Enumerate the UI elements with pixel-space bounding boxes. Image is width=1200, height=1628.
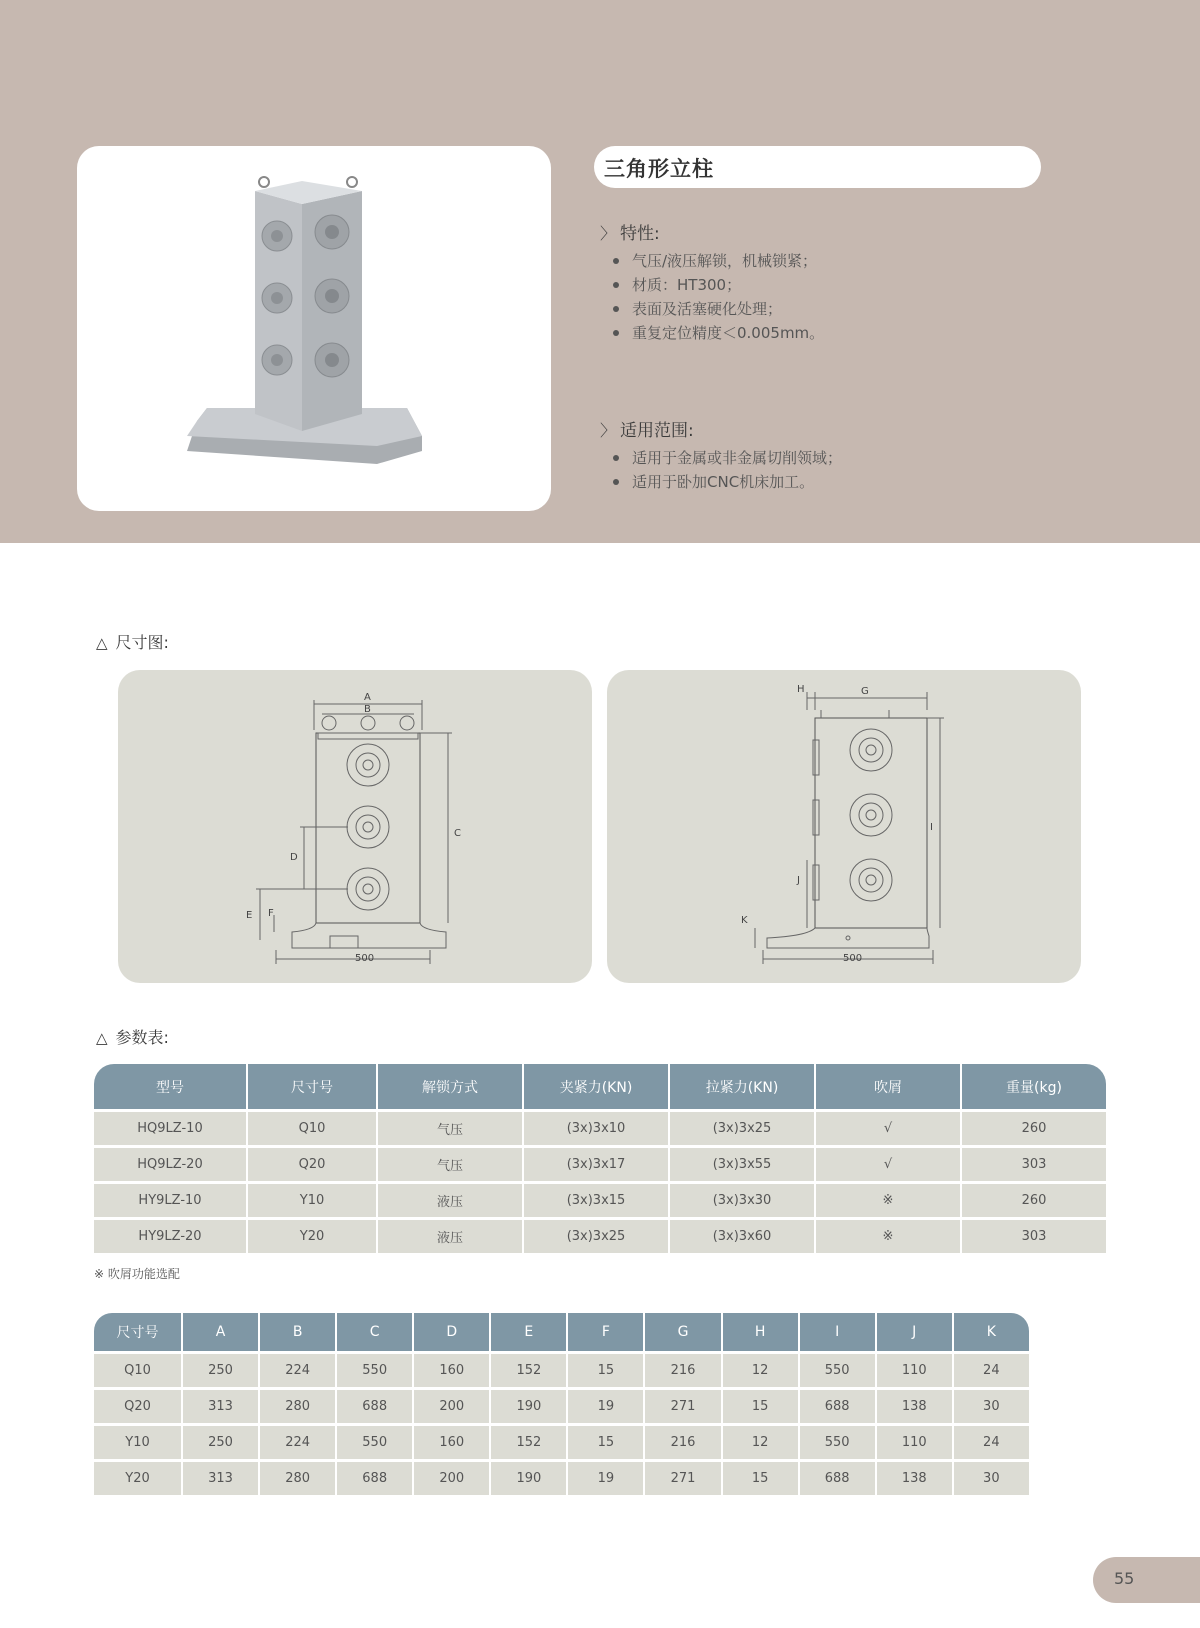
dim-label-e: E [246, 910, 253, 921]
table-cell: 550 [337, 1426, 412, 1459]
table-cell: 138 [877, 1462, 952, 1495]
column-header: D [414, 1313, 489, 1351]
column-header: 吹屑 [816, 1064, 960, 1109]
table-cell: 688 [800, 1390, 875, 1423]
scope-heading: 〉 适用范围: [600, 416, 694, 441]
table-cell: √ [816, 1112, 960, 1145]
table-cell: (3x)3x25 [670, 1112, 814, 1145]
dim-label-f: F [268, 908, 274, 919]
table-cell: HQ9LZ-20 [94, 1148, 246, 1181]
column-header: A [183, 1313, 258, 1351]
list-item: 气压/液压解锁，机械锁紧； [608, 249, 824, 273]
table-cell: Y20 [248, 1220, 376, 1253]
table-cell: 271 [645, 1462, 720, 1495]
table-cell: 110 [877, 1354, 952, 1387]
table-cell: 152 [491, 1426, 566, 1459]
table-cell: 550 [337, 1354, 412, 1387]
table-cell: (3x)3x17 [524, 1148, 668, 1181]
footnote: ※ 吹屑功能选配 [94, 1267, 180, 1281]
table-cell: ※ [816, 1220, 960, 1253]
table-cell: 15 [723, 1462, 798, 1495]
table-cell: 152 [491, 1354, 566, 1387]
table-cell: 550 [800, 1354, 875, 1387]
table-header-row [94, 1313, 1106, 1351]
table-cell: ※ [816, 1184, 960, 1217]
table-cell: 190 [491, 1390, 566, 1423]
table-cell: 200 [414, 1390, 489, 1423]
table-cell: (3x)3x60 [670, 1220, 814, 1253]
table-cell: 138 [877, 1390, 952, 1423]
table-cell: (3x)3x30 [670, 1184, 814, 1217]
chevron-right-icon: 〉 [600, 224, 617, 243]
table-cell: 12 [723, 1426, 798, 1459]
list-item: 重复定位精度＜0.005mm。 [608, 321, 824, 345]
column-header: F [568, 1313, 643, 1351]
dim-label-h: H [797, 684, 805, 695]
dim-label-i: I [930, 822, 933, 833]
chevron-right-icon: 〉 [600, 421, 617, 440]
table-row [94, 1462, 1106, 1495]
dim-label-d: D [290, 852, 298, 863]
table-cell: 24 [954, 1426, 1029, 1459]
table-cell: (3x)3x15 [524, 1184, 668, 1217]
table-row [94, 1220, 1106, 1253]
column-header: H [723, 1313, 798, 1351]
column-header: 重量(kg) [962, 1064, 1106, 1109]
table-cell: 19 [568, 1390, 643, 1423]
table-cell: 688 [800, 1462, 875, 1495]
table-cell: 224 [260, 1426, 335, 1459]
drawing-heading: △ 尺寸图: [96, 633, 169, 652]
dim-label-width: 500 [843, 953, 863, 964]
table-row [94, 1148, 1106, 1181]
table-cell: 688 [337, 1462, 412, 1495]
table-cell: 271 [645, 1390, 720, 1423]
column-header: E [491, 1313, 566, 1351]
table-cell: 30 [954, 1462, 1029, 1495]
column-header: 型号 [94, 1064, 246, 1109]
column-header: G [645, 1313, 720, 1351]
list-item: 适用于金属或非金属切削领域； [608, 446, 842, 470]
features-list [608, 249, 824, 345]
table-cell: 气压 [378, 1148, 522, 1181]
triangle-outline-icon: △ [96, 1029, 108, 1047]
table-row [94, 1354, 1106, 1387]
table-cell: 160 [414, 1354, 489, 1387]
table-cell: 液压 [378, 1220, 522, 1253]
table-cell: Q20 [248, 1148, 376, 1181]
page-number-tab [1093, 1557, 1200, 1603]
table-cell: 280 [260, 1462, 335, 1495]
features-heading: 〉 特性: [600, 219, 660, 244]
table-cell: 液压 [378, 1184, 522, 1217]
table-row [94, 1112, 1106, 1145]
table-row [94, 1184, 1106, 1217]
table-cell: 30 [954, 1390, 1029, 1423]
table-cell: Y20 [94, 1462, 181, 1495]
table-cell: Q10 [248, 1112, 376, 1145]
column-header: B [260, 1313, 335, 1351]
table-cell: (3x)3x10 [524, 1112, 668, 1145]
side-view-drawing [607, 670, 1081, 983]
table-cell: Y10 [248, 1184, 376, 1217]
table-cell: (3x)3x55 [670, 1148, 814, 1181]
table-cell: 19 [568, 1462, 643, 1495]
table-cell: 313 [183, 1390, 258, 1423]
page-title: 三角形立柱 [604, 157, 714, 181]
table-cell: Y10 [94, 1426, 181, 1459]
list-item: 材质：HT300； [608, 273, 824, 297]
table-cell: √ [816, 1148, 960, 1181]
dim-label-a: A [364, 692, 371, 703]
dim-label-width: 500 [355, 953, 375, 964]
table-row [94, 1390, 1106, 1423]
table-cell: 24 [954, 1354, 1029, 1387]
dim-label-k: K [741, 915, 748, 926]
table-cell: 15 [568, 1354, 643, 1387]
table-cell: 550 [800, 1426, 875, 1459]
table-cell: (3x)3x25 [524, 1220, 668, 1253]
dimension-table [92, 1310, 1108, 1498]
table-cell: 260 [962, 1184, 1106, 1217]
table-cell: HY9LZ-10 [94, 1184, 246, 1217]
dim-label-b: B [364, 704, 371, 715]
dim-label-c: C [454, 828, 461, 839]
list-item: 表面及活塞硬化处理； [608, 297, 824, 321]
title-pill [594, 146, 1041, 188]
column-header: C [337, 1313, 412, 1351]
table-cell: 216 [645, 1354, 720, 1387]
column-header: I [800, 1313, 875, 1351]
column-header: 尺寸号 [94, 1313, 181, 1351]
triangle-outline-icon: △ [96, 634, 108, 652]
dim-label-g: G [861, 686, 869, 697]
table-cell: 15 [723, 1390, 798, 1423]
table-cell: 280 [260, 1390, 335, 1423]
table-cell: 260 [962, 1112, 1106, 1145]
front-view-drawing [118, 670, 592, 983]
scope-list [608, 446, 842, 494]
table-cell: 15 [568, 1426, 643, 1459]
table-cell: 313 [183, 1462, 258, 1495]
param-table [92, 1061, 1108, 1256]
table-cell: 12 [723, 1354, 798, 1387]
column-header: 夹紧力(KN) [524, 1064, 668, 1109]
column-header: 拉紧力(KN) [670, 1064, 814, 1109]
table-cell: 110 [877, 1426, 952, 1459]
column-header: K [954, 1313, 1029, 1351]
page-number: 55 [1114, 1569, 1135, 1588]
table-header-row [94, 1064, 1106, 1109]
table-cell: 250 [183, 1354, 258, 1387]
column-header: 尺寸号 [248, 1064, 376, 1109]
table-cell: 气压 [378, 1112, 522, 1145]
table-cell: 303 [962, 1148, 1106, 1181]
table-cell: HY9LZ-20 [94, 1220, 246, 1253]
params-heading: △ 参数表: [96, 1028, 169, 1047]
table-cell: 688 [337, 1390, 412, 1423]
table-cell: 216 [645, 1426, 720, 1459]
column-header: 解锁方式 [378, 1064, 522, 1109]
table-cell: 250 [183, 1426, 258, 1459]
table-cell: Q10 [94, 1354, 181, 1387]
table-cell: 303 [962, 1220, 1106, 1253]
product-photo [77, 146, 551, 511]
table-cell: 224 [260, 1354, 335, 1387]
table-cell: Q20 [94, 1390, 181, 1423]
table-cell: 190 [491, 1462, 566, 1495]
table-cell: HQ9LZ-10 [94, 1112, 246, 1145]
column-header: J [877, 1313, 952, 1351]
table-row [94, 1426, 1106, 1459]
table-cell: 200 [414, 1462, 489, 1495]
list-item: 适用于卧加CNC机床加工。 [608, 470, 842, 494]
table-cell: 160 [414, 1426, 489, 1459]
dim-label-j: J [797, 875, 800, 886]
triangular-column-illustration [77, 146, 551, 511]
